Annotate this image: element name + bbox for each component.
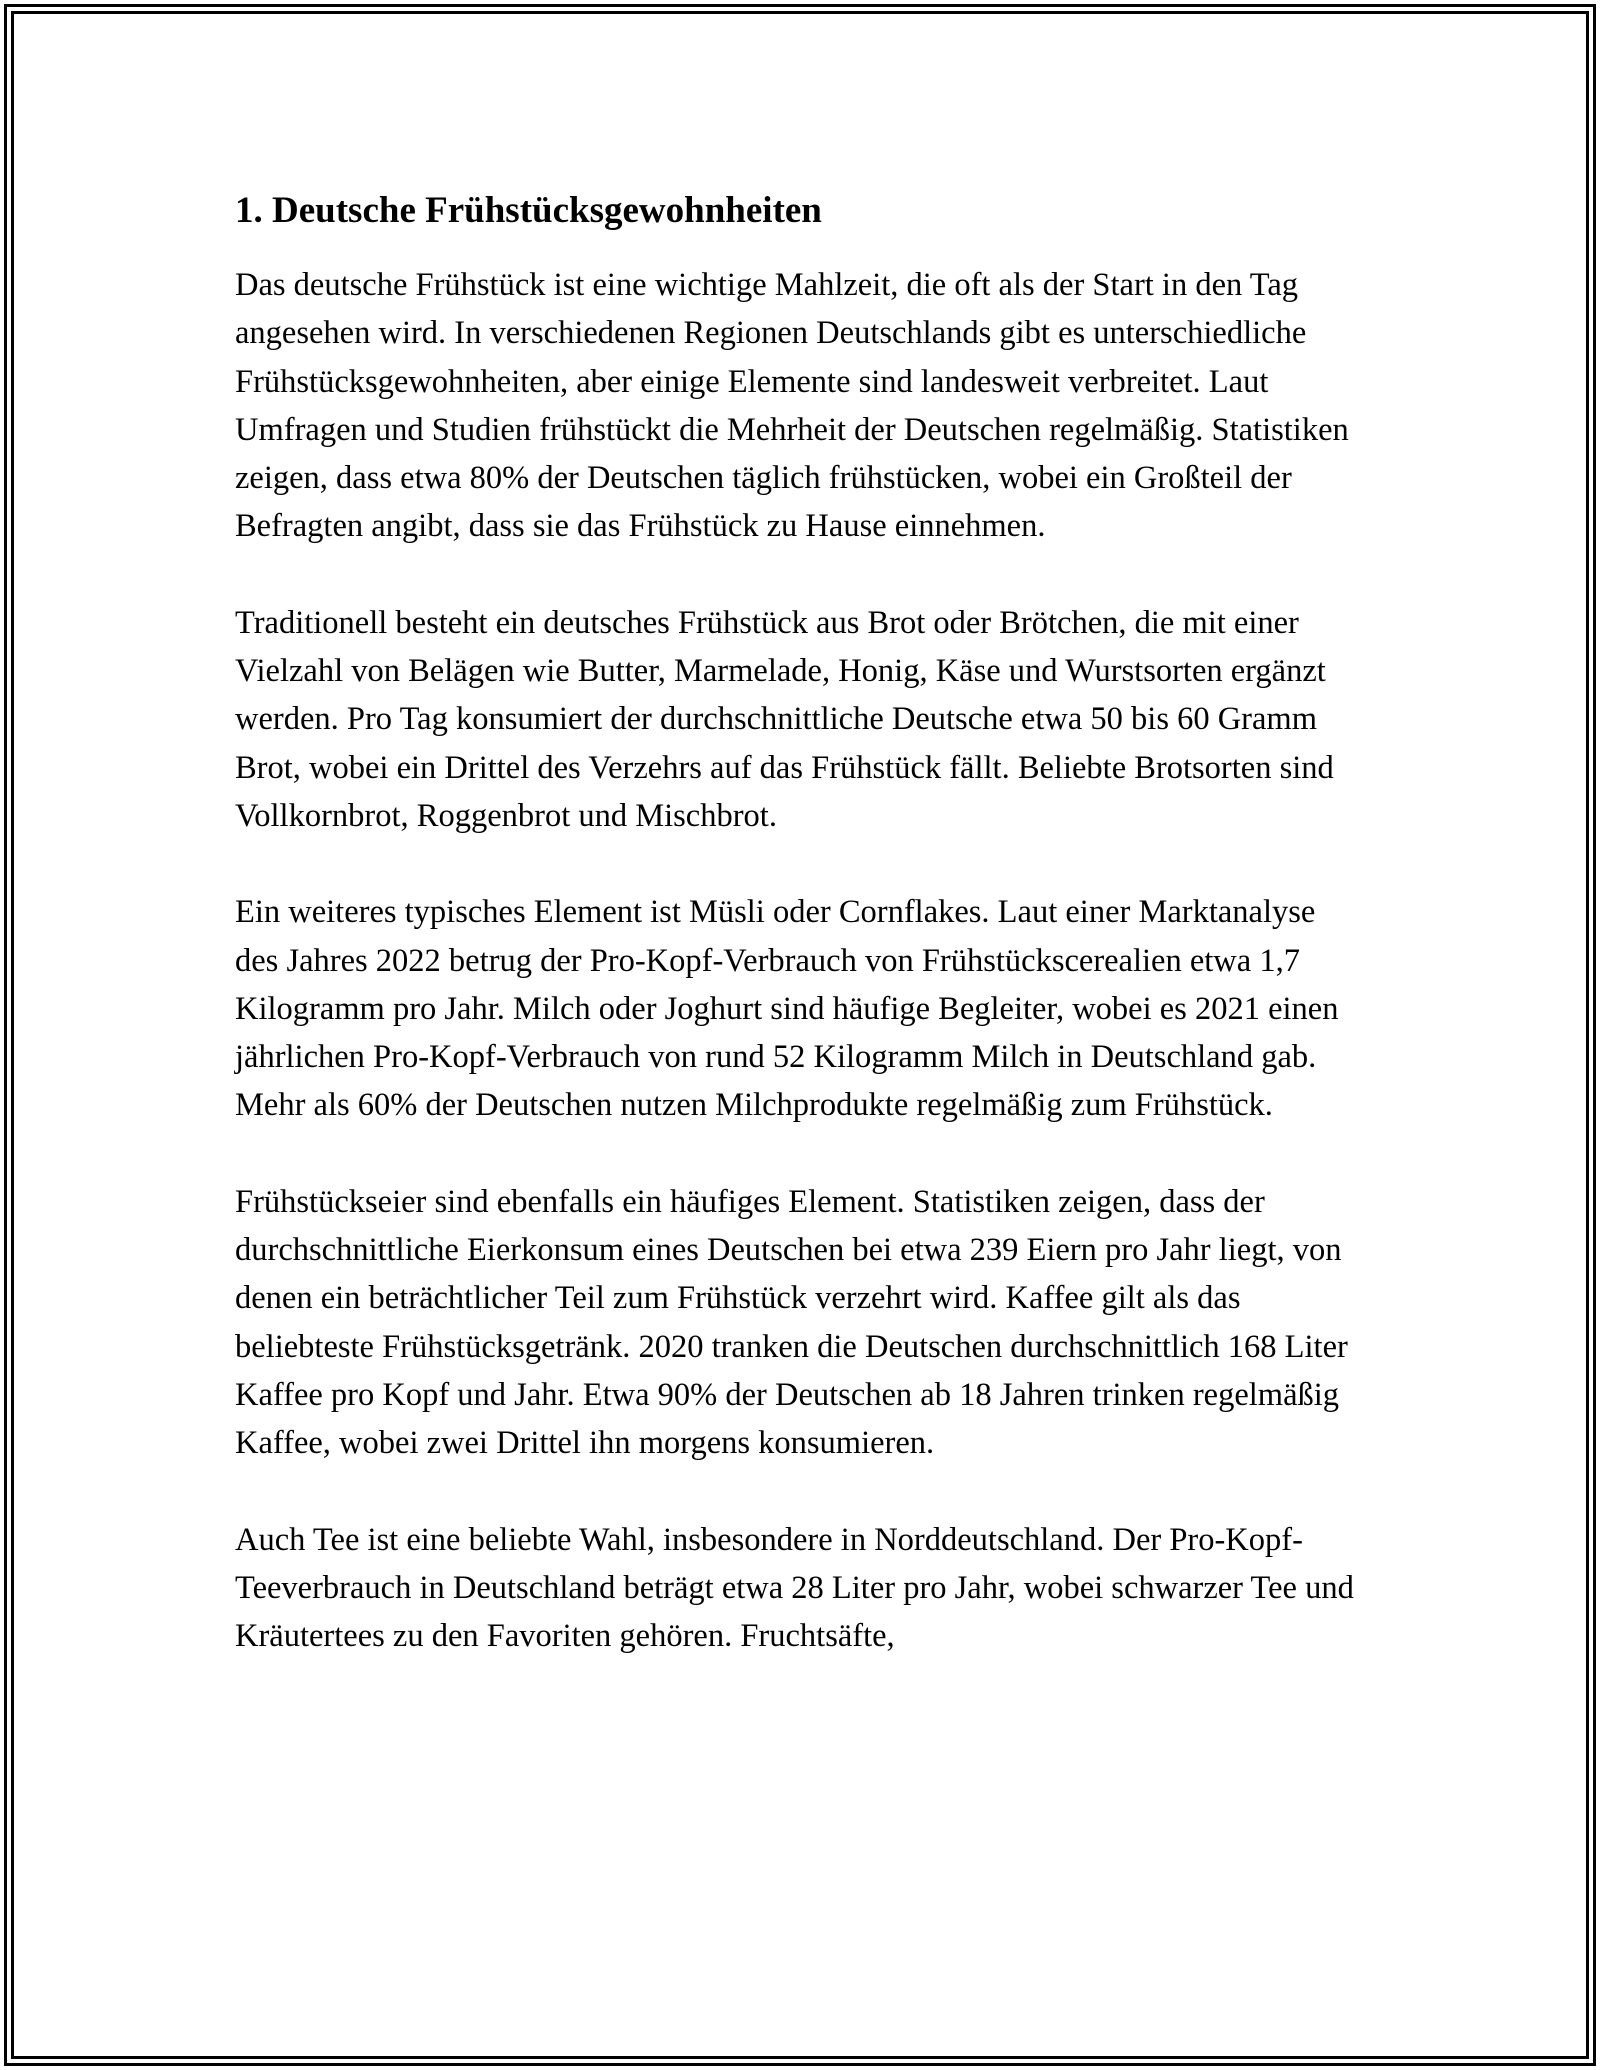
paragraph-eggs-coffee: Frühstückseier sind ebenfalls ein häufiges Element. Statistiken zeigen, dass der durchschnittliche Eierkonsum eines Deutschen bei etwa 239 Eiern pro Jahr liegt, von denen ein beträchtlicher Teil zum Frühstück verzehrt wird. Kaffee gilt als das beliebteste Frühstücksgetränk. 2020 tranken die Deutschen durchschnittlich 168 Liter Kaffee pro Kopf und Jahr. Etwa 90% der Deutschen ab 18 Jahren trinken regelmäßig Kaffee, wobei zwei Drittel ihn morgens konsumieren. (235, 1183, 1348, 1462)
paragraph-tea: Auch Tee ist eine beliebte Wahl, insbesondere in Norddeutschland. Der Pro-Kopf-Teeverbrauch in Deutschland beträgt etwa 28 Liter pro Jahr, wobei schwarzer Tee und Kräutertees zu den Favoriten gehören. Fruchtsäfte, (235, 1521, 1354, 1655)
section-heading: 1. Deutsche Frühstücksgewohnheiten (235, 190, 822, 231)
paragraph-breakfast-overview: Das deutsche Frühstück ist eine wichtige Mahlzeit, die oft als der Start in den Tag angesehen wird. In verschiedenen Regionen Deutschlands gibt es unterschiedliche Frühstücksgewohnheiten, aber einige Elemente sind landesweit verbreitet. Laut Umfragen und Studien frühstückt die Mehrheit der Deutschen regelmäßig. Statistiken zeigen, dass etwa 80% der Deutschen täglich frühstücken, wobei ein Großteil der Befragten angibt, dass sie das Frühstück zu Hause einnehmen. (235, 267, 1349, 545)
paragraph-bread: Traditionell besteht ein deutsches Frühstück aus Brot oder Brötchen, die mit einer Vielzahl von Belägen wie Butter, Marmelade, Honig, Käse und Wurstsorten ergänzt werden. Pro Tag konsumiert der durchschnittliche Deutsche etwa 50 bis 60 Gramm Brot, wobei ein Drittel des Verzehrs auf das Frühstück fällt. Beliebte Brotsorten sind Vollkornbrot, Roggenbrot und Mischbrot. (235, 604, 1334, 834)
document-body (235, 183, 1365, 1708)
paragraph-cereal-milk: Ein weiteres typisches Element ist Müsli oder Cornflakes. Laut einer Marktanalyse des Jahres 2022 betrug der Pro-Kopf-Verbrauch von Frühstückscerealien etwa 1,7 Kilogramm pro Jahr. Milch oder Joghurt sind häufige Begleiter, wobei es 2021 einen jährlichen Pro-Kopf-Verbrauch von rund 52 Kilogramm Milch in Deutschland gab. Mehr als 60% der Deutschen nutzen Milchprodukte regelmäßig zum Frühstück. (235, 894, 1339, 1124)
